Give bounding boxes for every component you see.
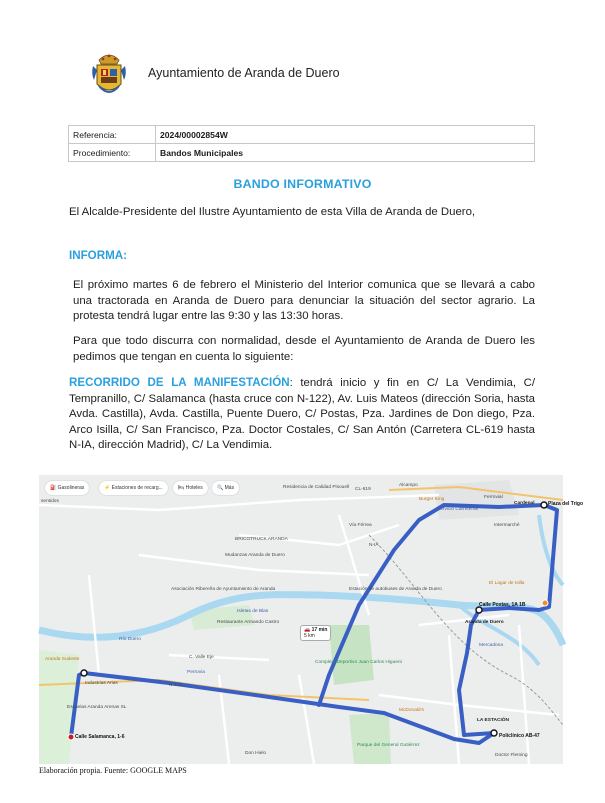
greeting-paragraph: El Alcalde-Presidente del Ilustre Ayuntamiento de esta Villa de Aranda de Duero, bbox=[69, 206, 476, 218]
map-label-lagar-isilla: El Lagar de Isilla bbox=[489, 581, 525, 586]
map-label-ferrovial: Ferrovial bbox=[484, 495, 503, 500]
reference-row bbox=[69, 126, 535, 144]
map-label-alcampo: Alcampo bbox=[399, 483, 418, 488]
map-label-perrovia: Perrovia bbox=[187, 670, 205, 675]
map-label-n122: N-122 bbox=[169, 683, 183, 688]
route-paragraph bbox=[69, 375, 535, 454]
map-label-mcdonalds: McDonald's bbox=[399, 708, 424, 713]
hotel-icon: 🛏 bbox=[178, 485, 186, 491]
map-label-armando-castro: Restaurante Armando Castro bbox=[217, 620, 280, 625]
coat-of-arms-logo bbox=[89, 50, 129, 100]
route-map[interactable] bbox=[39, 475, 584, 764]
map-label-industrias: Industrias Arias bbox=[85, 681, 118, 686]
route-heading: RECORRIDO DE LA MANIFESTACIÓN bbox=[69, 376, 290, 389]
route-description: : tendrá inicio y fin en C/ La Vendimia, C/ Tempranillo, C/ Salamanca (hasta cruce con N-122), Av. Luis Mateos (dirección Soria, hasta Avda. Castilla), Avda. Castilla, Puente Duero, C/ Postas, Pza. Jardines de Don diego, Pza. Arco Isilla, C/ San Francisco, Pza. Doctor Costales, C/ San Antón (Carretera CL-619 hasta N-IA, dirección Madrid), C/ La Vendimia. bbox=[69, 377, 535, 452]
procedure-row bbox=[69, 144, 535, 162]
map-label-bricotruck: BRICOTRUCK ARANDA bbox=[235, 537, 288, 542]
map-label-doctor-fleming: Doctor Fleming bbox=[495, 753, 528, 758]
intro-paragraph: El próximo martes 6 de febrero el Ministerio del Interior comunica que se llevará a cabo una tractorada en Aranda de Duero para denunciar la situación del sector agrario. La protesta tendrá lugar entre las 9:30 y las 13:30 horas. bbox=[73, 279, 535, 323]
pin-label-plaza[interactable]: Plaza del Trigo bbox=[548, 501, 584, 507]
map-label-complejo-deportivo: Complejo Deportivo Juan Carlos Higuero bbox=[315, 660, 403, 665]
map-label-rio-duero: Río Duero bbox=[119, 637, 141, 642]
map-label-la-estacion: LA ESTACIÓN bbox=[477, 718, 509, 723]
filter-hotels-chip[interactable]: 🛏 Hoteles bbox=[173, 481, 208, 495]
map-label-intermarche: Intermarché bbox=[494, 523, 520, 528]
route-duration-badge[interactable]: 🚗 17 min 5 km bbox=[300, 625, 331, 641]
map-label-via-ferrea: Vía Férrea bbox=[349, 523, 372, 528]
map-label-aranda-sudeste: Aranda Sudeste bbox=[45, 657, 80, 662]
procedure-label: Procedimiento: bbox=[69, 144, 156, 162]
map-label-sentidos: sentidos bbox=[41, 499, 59, 504]
pin-label-calle-salamanca[interactable]: Calle Salamanca, 1-6 bbox=[75, 734, 125, 740]
map-label-parque: Parque del General Gutiérrez bbox=[357, 743, 420, 748]
map-label-burger-king: Burger King bbox=[419, 497, 445, 502]
filter-more-chip[interactable]: 🔍 Más bbox=[212, 481, 239, 495]
organization-name: Ayuntamiento de Aranda de Duero bbox=[148, 66, 340, 80]
map-label-mudanzas: Mudanzas Aranda de Duero bbox=[225, 553, 285, 558]
gas-station-icon: ⛽ bbox=[50, 485, 58, 491]
map-label-cl619: CL-619 bbox=[355, 487, 371, 492]
informa-heading: INFORMA: bbox=[69, 249, 127, 262]
map-label-escuelas: Escuelas Aranda Arenas SL bbox=[67, 705, 127, 710]
reference-table bbox=[68, 125, 535, 162]
map-label-valle-eje: C. Valle Eje bbox=[189, 655, 214, 660]
map-label-nia: N-IA bbox=[369, 543, 379, 548]
map-label-mercadona: Mercadona bbox=[479, 643, 503, 648]
map-label-don-hielo: Don Hielo bbox=[245, 751, 267, 756]
procedure-value: Bandos Municipales bbox=[156, 144, 535, 162]
map-label-cardenal: Cardenal bbox=[514, 501, 535, 506]
map-label-asociacion: Asociación Ribereña de Ayuntamiento de Aranda bbox=[171, 587, 276, 592]
filter-gas-stations-chip[interactable]: ⛽ Gasolineras bbox=[45, 481, 89, 495]
car-icon: 🚗 bbox=[304, 627, 311, 633]
map-label-isletas: Isletas de Blas bbox=[237, 609, 269, 614]
map-label-aranda-centro: Aranda de Duero bbox=[465, 620, 504, 625]
pin-label-policlinico[interactable]: Policlínico AB-47 bbox=[499, 733, 540, 739]
map-label-servicio-carreteras: Servicio Carreteras bbox=[437, 507, 479, 512]
reference-label: Referencia: bbox=[69, 126, 156, 144]
pin-label-calle-postas[interactable]: Calle Postas, 1A 1B bbox=[479, 602, 526, 608]
map-label-estacion-autobuses: Estación de autobuses de Aranda de Duero bbox=[349, 587, 442, 592]
filter-charging-stations-chip[interactable]: ⚡ Estaciones de recarg... bbox=[99, 481, 168, 495]
map-caption: Elaboración propia. Fuente: GOOGLE MAPS bbox=[39, 766, 187, 775]
instructions-paragraph: Para que todo discurra con normalidad, desde el Ayuntamiento de Aranda de Duero les pedimos que tengan en cuenta lo siguiente: bbox=[73, 335, 535, 363]
document-title: BANDO INFORMATIVO bbox=[233, 177, 372, 191]
map-label-residencia: Residencia de Calidad Pisouell bbox=[283, 485, 350, 490]
reference-value: 2024/00002854W bbox=[156, 126, 535, 144]
charging-station-icon: ⚡ bbox=[104, 485, 112, 491]
search-icon: 🔍 bbox=[217, 485, 225, 491]
